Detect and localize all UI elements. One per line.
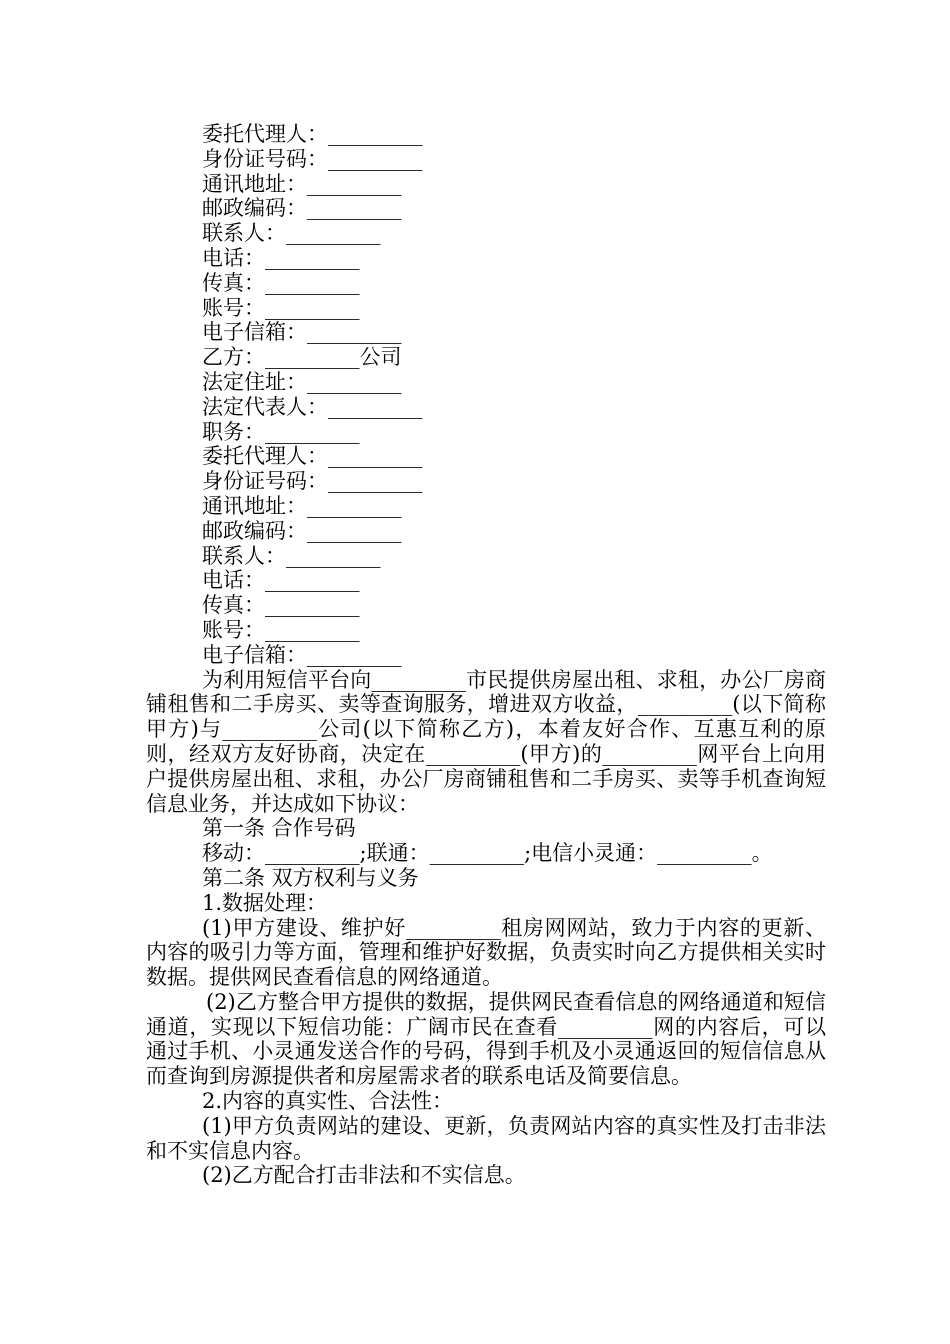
- section-1-title: 1.数据处理：: [202, 890, 328, 915]
- field-line: 电子信箱：_________: [202, 642, 402, 667]
- field-line: 身份证号码：_________: [202, 146, 423, 171]
- party-b-fields: [146, 345, 826, 667]
- field-line: 身份证号码：_________: [202, 469, 423, 494]
- field-line: 法定代表人：_________: [202, 394, 423, 419]
- field-line: 联系人：_________: [202, 221, 381, 246]
- section-2-title: 2.内容的真实性、合法性：: [202, 1089, 454, 1114]
- article-1-title: 第一条 合作号码: [202, 816, 356, 841]
- field-line: 邮政编码：_________: [202, 196, 402, 221]
- field-line: 电话：_________: [202, 568, 360, 593]
- field-line: 乙方：_________公司: [202, 345, 402, 370]
- field-line: 传真：_________: [202, 593, 360, 618]
- article-1-numbers: 移动：_________;联通：_________;电信小灵通：_________。: [202, 841, 773, 866]
- contract-page: [146, 122, 826, 1188]
- field-line: 电子信箱：_________: [202, 320, 402, 345]
- field-line: 账号：_________: [202, 295, 360, 320]
- section-2-item-1: (1)甲方负责网站的建设、更新，负责网站内容的真实性及打击非法和不实信息内容。: [146, 1113, 826, 1163]
- intro-paragraph: 为利用短信平台向_________市民提供房屋出租、求租，办公厂房商铺租售和二手房买、卖等查询服务，增进双方收益，_________(以下简称甲方)与_________公司(以下简称乙方)，本着友好合作、互惠互利的原则，经双方友好协商，决定在_________(甲方)的_________网平台上向用户提供房屋出租、求租，办公厂房商铺租售和二手房买、卖等手机查询短信息业务，并达成如下协议：: [146, 667, 826, 816]
- section-1-item-2: (2)乙方整合甲方提供的数据，提供网民查看信息的网络通道和短信通道，实现以下短信功能：广阔市民在查看_________网的内容后，可以通过手机、小灵通发送合作的号码，得到手机及小灵通返回的短信信息从而查询到房源提供者和房屋需求者的联系电话及简要信息。: [146, 989, 826, 1089]
- field-line: 委托代理人：_________: [202, 122, 423, 146]
- field-line: 通讯地址：_________: [202, 493, 402, 518]
- field-line: 通讯地址：_________: [202, 171, 402, 196]
- field-line: 邮政编码：_________: [202, 518, 402, 543]
- field-line: 电话：_________: [202, 245, 360, 270]
- party-a-fields: [146, 122, 826, 345]
- field-line: 职务：_________: [202, 419, 360, 444]
- field-line: 传真：_________: [202, 270, 360, 295]
- article-2-title: 第二条 双方权利与义务: [202, 865, 419, 890]
- field-line: 法定住址：_________: [202, 369, 402, 394]
- section-2-item-2: (2)乙方配合打击非法和不实信息。: [202, 1163, 526, 1188]
- section-1-item-1: (1)甲方建设、维护好_________租房网网站，致力于内容的更新、内容的吸引力等方面，管理和维护好数据，负责实时向乙方提供相关实时数据。提供网民查看信息的网络通道。: [146, 915, 826, 990]
- field-line: 账号：_________: [202, 617, 360, 642]
- field-line: 联系人：_________: [202, 543, 381, 568]
- field-line: 委托代理人：_________: [202, 444, 423, 469]
